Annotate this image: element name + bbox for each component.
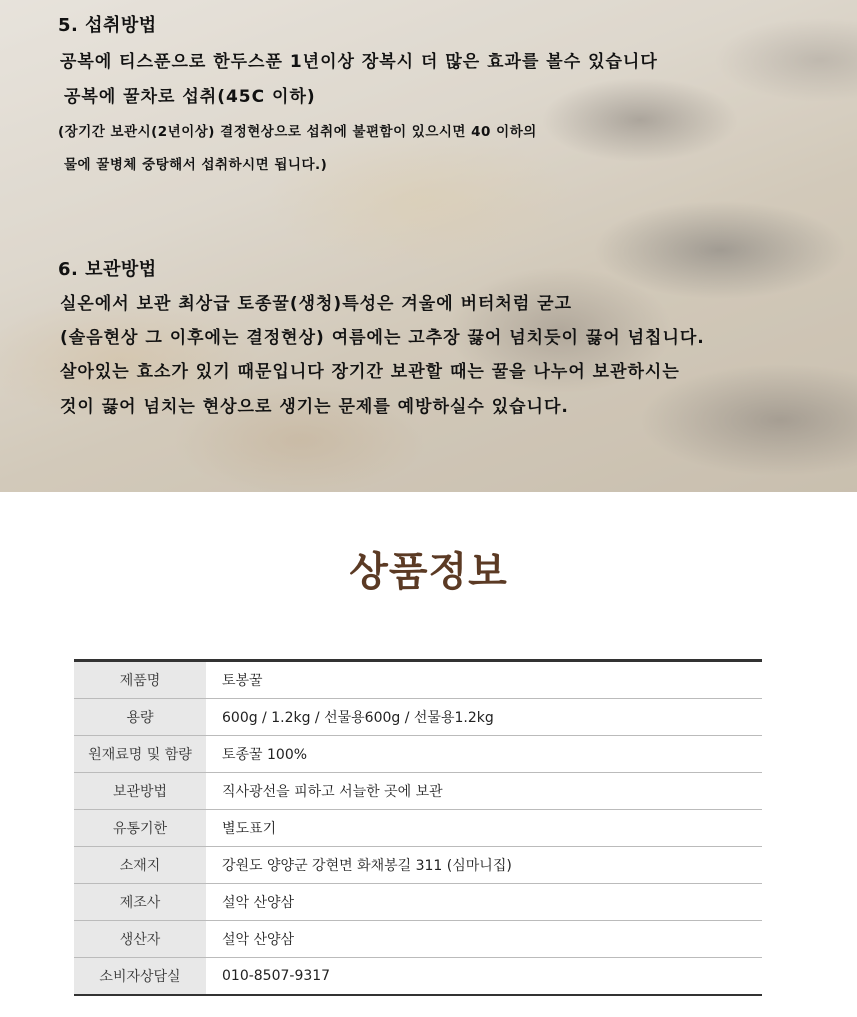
storage-line: (솔음현상 그 이후에는 결정현상) 여름에는 고추장 끓어 넘치듯이 끓어 넘칩니다. [60, 328, 705, 348]
row-label: 제품명 [74, 661, 206, 699]
row-label: 유통기한 [74, 810, 206, 847]
table-row [74, 884, 762, 921]
row-label: 제조사 [74, 884, 206, 921]
row-value: 010-8507-9317 [222, 968, 331, 984]
intake-note: (장기간 보관시(2년이상) 결정현상으로 섭취에 불편함이 있으시면 40 이하의 [58, 124, 537, 140]
row-value: 토종꿀 100% [206, 736, 762, 773]
intake-line: 공복에 티스푼으로 한두스푼 1년이상 장복시 더 많은 효과를 볼수 있습니다 [60, 52, 658, 72]
table-row [74, 773, 762, 810]
row-label: 소비자상담실 [74, 958, 206, 996]
honey-background-banner [0, 0, 857, 492]
table-row [74, 847, 762, 884]
row-value: 토봉꿀 [206, 661, 762, 699]
row-label: 생산자 [74, 921, 206, 958]
table-row [74, 958, 762, 996]
section-title: 6. 보관방법 [58, 259, 157, 280]
table-row [74, 699, 762, 736]
row-value: 600g / 1.2kg / 선물용600g / 선물용1.2kg [206, 699, 762, 736]
row-label: 소재지 [74, 847, 206, 884]
storage-line: 것이 끓어 넘치는 현상으로 생기는 문제를 예방하실수 있습니다. [60, 397, 569, 417]
table-row [74, 810, 762, 847]
row-value: 별도표기 [206, 810, 762, 847]
row-value: 설악 산양삼 [206, 921, 762, 958]
intake-note: 물에 꿀병체 중탕해서 섭취하시면 됩니다.) [64, 157, 328, 173]
row-label: 용량 [74, 699, 206, 736]
row-label: 보관방법 [74, 773, 206, 810]
intake-line: 공복에 꿀차로 섭취(45C 이하) [64, 87, 316, 107]
storage-line: 살아있는 효소가 있기 때문입니다 장기간 보관할 때는 꿀을 나누어 보관하시는 [60, 362, 680, 382]
row-label: 원재료명 및 함량 [74, 736, 206, 773]
row-value: 강원도 양양군 강현면 화채봉길 311 (심마니집) [206, 847, 762, 884]
section-title: 5. 섭취방법 [58, 15, 157, 36]
row-value: 설악 산양삼 [206, 884, 762, 921]
table-row [74, 736, 762, 773]
table-row [74, 921, 762, 958]
row-value: 직사광선을 피하고 서늘한 곳에 보관 [206, 773, 762, 810]
product-info-heading: 상품정보 [349, 549, 508, 595]
product-info-table [74, 659, 762, 996]
table-row [74, 661, 762, 699]
storage-line: 실온에서 보관 최상급 토종꿀(생청)특성은 겨울에 버터처럼 굳고 [60, 294, 573, 314]
